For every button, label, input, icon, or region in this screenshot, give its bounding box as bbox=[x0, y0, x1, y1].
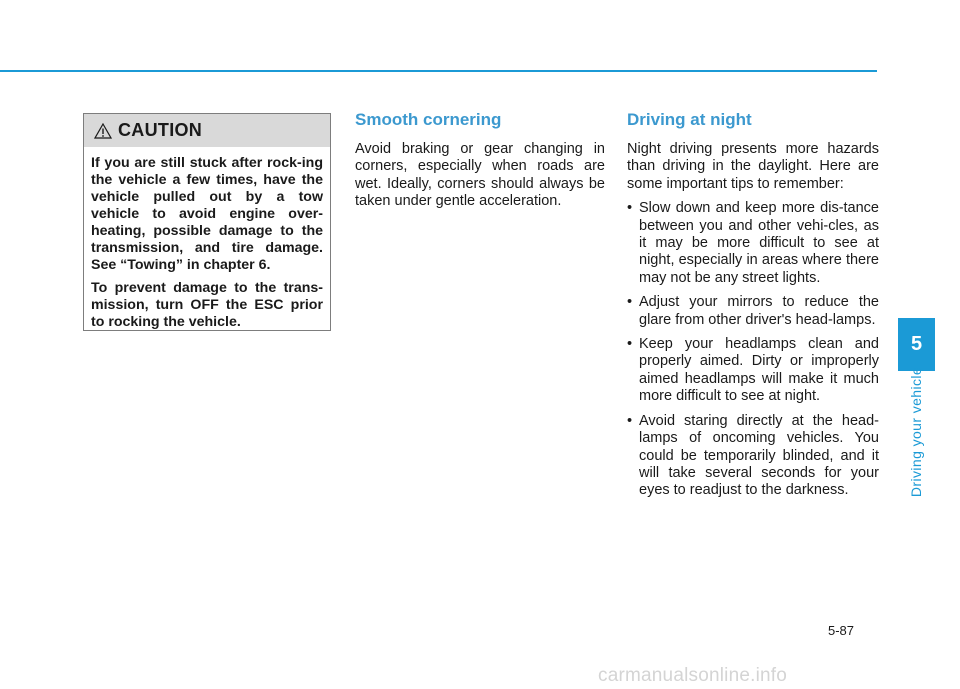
driving-at-night-section bbox=[627, 109, 879, 507]
caution-box bbox=[83, 113, 331, 331]
smooth-cornering-body: Avoid braking or gear changing in corners, especially when roads are wet. Ideally, corners should always be taken under gentle acceleration. bbox=[355, 141, 605, 210]
list-item: • Adjust your mirrors to reduce the glare from other driver's head-lamps. bbox=[627, 294, 879, 329]
list-item: • Avoid staring directly at the head-lamps of oncoming vehicles. You could be temporarily blinded, and it will take several seconds for your eyes to readjust to the darkness. bbox=[627, 413, 879, 500]
warning-triangle-icon bbox=[94, 123, 112, 139]
night-tips-list bbox=[627, 200, 879, 500]
driving-at-night-heading: Driving at night bbox=[627, 110, 752, 129]
chapter-tab bbox=[898, 318, 935, 371]
smooth-cornering-section bbox=[355, 109, 605, 211]
chapter-title: Driving your vehicle bbox=[908, 366, 924, 498]
top-rule bbox=[0, 70, 877, 72]
driving-at-night-intro: Night driving presents more hazards than driving in the daylight. Here are some important tips to remember: bbox=[627, 141, 879, 192]
caution-paragraph: To prevent damage to the trans-mission, turn OFF the ESC prior to rocking the vehicle. bbox=[91, 280, 323, 330]
chapter-number: 5 bbox=[910, 333, 923, 355]
list-item: • Keep your headlamps clean and properly aimed. Dirty or improperly aimed headlamps will make it much more difficult to see at night. bbox=[627, 336, 879, 406]
watermark: carmanualsonline.info bbox=[598, 665, 788, 686]
caution-title: CAUTION bbox=[118, 120, 203, 140]
smooth-cornering-heading: Smooth cornering bbox=[355, 110, 502, 129]
page-number: 5-87 bbox=[828, 623, 855, 638]
list-item: • Slow down and keep more dis-tance between you and other vehi-cles, as it may be more difficult to see at night, especially in areas where there may not be any street lights. bbox=[627, 200, 879, 287]
caution-header bbox=[84, 114, 330, 147]
caution-paragraph: If you are still stuck after rock-ing the vehicle a few times, have the vehicle pulled out by a tow vehicle to avoid engine over-heating, possible damage to the transmission, and tire damage. See “Towing” in chapter 6. bbox=[91, 155, 323, 273]
caution-body bbox=[84, 147, 330, 331]
